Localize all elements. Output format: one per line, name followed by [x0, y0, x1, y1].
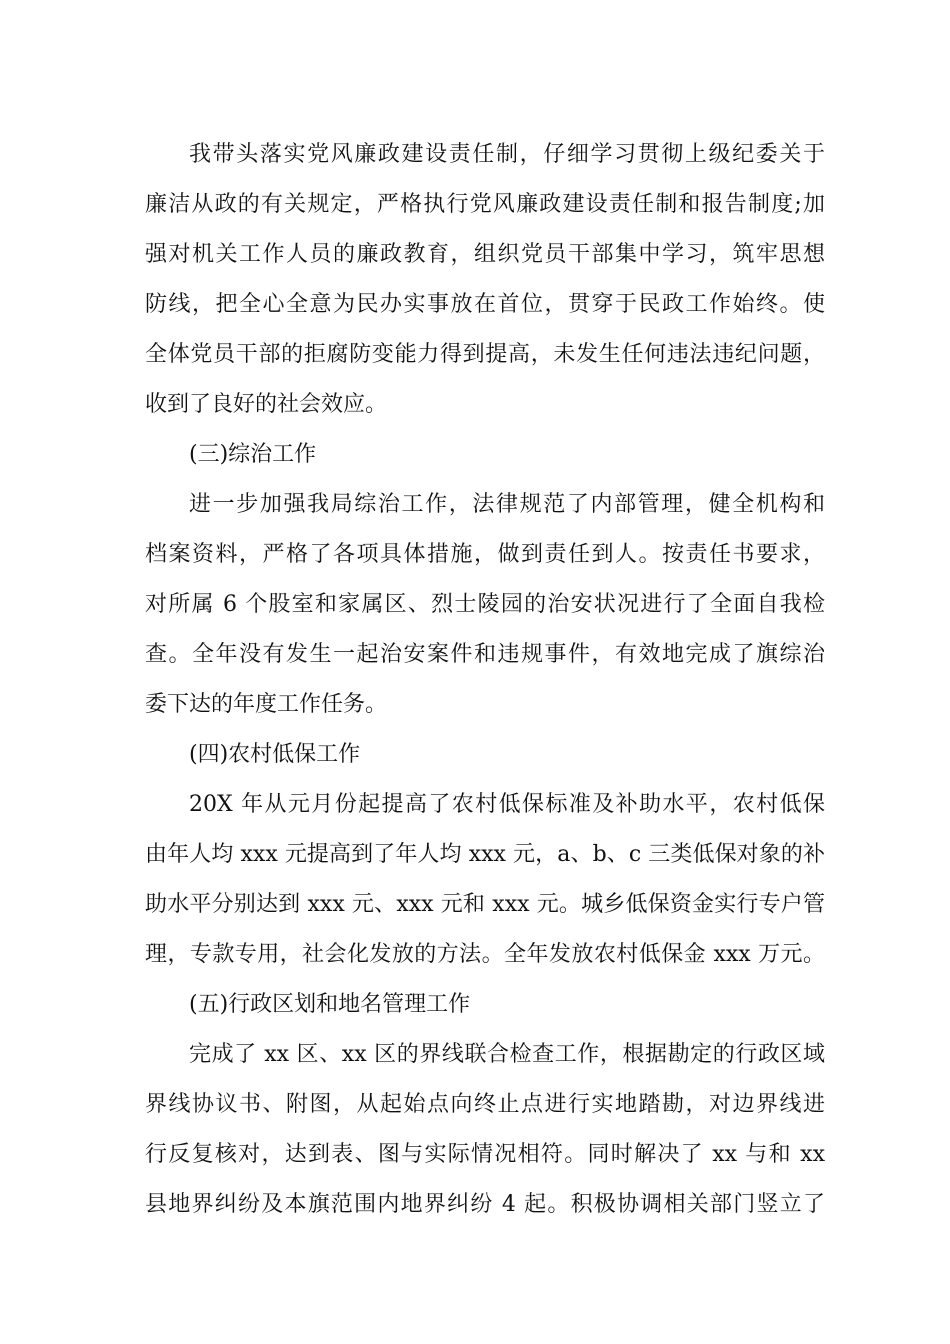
paragraph-line: 进一步加强我局综治工作，法律规范了内部管理，健全机构和 — [189, 492, 825, 517]
paragraph-line: 完成了 xx 区、xx 区的界线联合检查工作，根据勘定的行政区域 — [189, 1042, 825, 1067]
paragraph-line: 查。全年没有发生一起治安案件和违规事件，有效地完成了旗综治 — [145, 642, 825, 667]
paragraph-line: 助水平分别达到 xxx 元、xxx 元和 xxx 元。城乡低保资金实行专户管 — [145, 892, 825, 917]
paragraph-line: 委下达的年度工作任务。 — [145, 692, 388, 717]
paragraph-line: 由年人均 xxx 元提高到了年人均 xxx 元，a、b、c 三类低保对象的补 — [145, 842, 825, 867]
paragraph-line: 我带头落实党风廉政建设责任制，仔细学习贯彻上级纪委关于 — [189, 142, 825, 167]
section-heading: (三)综治工作 — [189, 442, 317, 467]
paragraph-line: 廉洁从政的有关规定，严格执行党风廉政建设责任制和报告制度;加 — [145, 192, 825, 217]
paragraph-line: 档案资料，严格了各项具体措施，做到责任到人。按责任书要求， — [145, 542, 825, 567]
paragraph-line: 县地界纠纷及本旗范围内地界纠纷 4 起。积极协调相关部门竖立了 — [145, 1192, 825, 1217]
paragraph-line: 对所属 6 个股室和家属区、烈士陵园的治安状况进行了全面自我检 — [145, 592, 825, 617]
paragraph-line: 全体党员干部的拒腐防变能力得到提高，未发生任何违法违纪问题， — [145, 342, 825, 367]
paragraph-line: 行反复核对，达到表、图与实际情况相符。同时解决了 xx 与和 xx — [145, 1142, 825, 1167]
paragraph-line: 界线协议书、附图，从起始点向终止点进行实地踏勘，对边界线进 — [145, 1092, 825, 1117]
paragraph-line: 强对机关工作人员的廉政教育，组织党员干部集中学习，筑牢思想 — [145, 242, 825, 267]
document-body — [145, 130, 825, 1230]
section-heading: (四)农村低保工作 — [189, 742, 361, 767]
paragraph-line: 收到了良好的社会效应。 — [145, 392, 388, 417]
paragraph-line: 防线，把全心全意为民办实事放在首位，贯穿于民政工作始终。使 — [145, 292, 825, 317]
section-heading: (五)行政区划和地名管理工作 — [189, 992, 471, 1017]
paragraph-line: 20X 年从元月份起提高了农村低保标准及补助水平，农村低保 — [189, 792, 825, 817]
paragraph-line: 理，专款专用，社会化发放的方法。全年发放农村低保金 xxx 万元。 — [145, 942, 825, 967]
